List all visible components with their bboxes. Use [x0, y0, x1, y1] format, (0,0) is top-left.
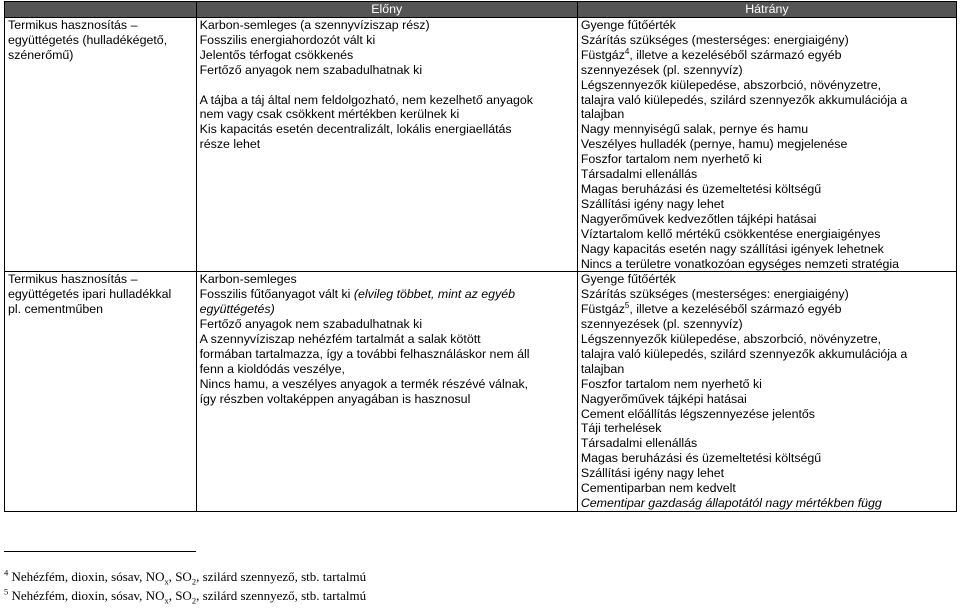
- header-cell-empty: [5, 2, 197, 18]
- footnote-subscript: 2: [191, 595, 197, 606]
- disadvantage-item: Magas beruházási és üzemeltetési költségű: [580, 451, 822, 466]
- row-label-line: pl. cementműben: [8, 302, 104, 317]
- disadvantage-item: Foszfor tartalom nem nyerhető ki: [580, 152, 762, 167]
- disadvantage-item: Nagyerőművek kedvezőtlen tájképi hatásai: [580, 211, 817, 226]
- disadvantage-item: szennyezések (pl. szennyvíz): [580, 317, 743, 332]
- advantage-item: Karbon-semleges: [199, 272, 297, 287]
- advantage-item: A szennyvíziszap nehézfém tartalmát a salak kötött: [199, 332, 481, 347]
- advantage-text: Fosszilis fűtőanyagot vált ki: [199, 287, 354, 302]
- disadvantage-item: Cementiparban nem kedvelt: [580, 481, 736, 496]
- disadvantage-item: Nincs a területre vonatkozóan egységes nemzeti stratégia: [580, 256, 900, 271]
- advantage-item: Jelentős térfogat csökkenés: [199, 47, 354, 62]
- footnote-text: Nehézfém, dioxin, sósav, NO: [11, 569, 165, 584]
- advantage-item: [200, 287, 574, 302]
- disadvantage-item: Szállítási igény nagy lehet: [580, 466, 725, 481]
- advantage-item: része lehet: [199, 137, 261, 152]
- disadvantage-item: talajra való kiülepedés, szilárd szennyezők akkumulációja a: [580, 92, 908, 107]
- fustgaz-text: Füstgáz: [580, 47, 625, 62]
- footnote-subscript: 2: [191, 576, 197, 587]
- advantage-item: Kis kapacitás esetén decentralizált, lokális energiaellátás: [199, 122, 512, 137]
- disadvantage-item: Nagy mennyiségű salak, pernye és hamu: [580, 122, 809, 137]
- advantage-item: Karbon-semleges (a szennyvíziszap rész): [199, 18, 430, 32]
- fustgaz-rest: , illetve a kezeléséből származó egyéb: [629, 47, 842, 62]
- disadvantage-item: Cement előállítás légszennyezése jelentős: [580, 406, 815, 421]
- footnote-number: 4: [4, 567, 9, 578]
- advantage-cell: [196, 18, 577, 272]
- row-label-cell: [5, 18, 197, 272]
- advantage-item: fenn a kioldódás veszélye,: [199, 361, 345, 376]
- row-label-line: együttégetés (hulladékégető,: [8, 32, 168, 47]
- footnote-subscript: x: [164, 576, 169, 587]
- disadvantage-item: talajban: [580, 361, 625, 376]
- disadvantage-item: talajra való kiülepedés, szilárd szennyezők akkumulációja a: [580, 346, 908, 361]
- disadvantage-item: Gyenge fűtőérték: [580, 18, 676, 32]
- header-row: [5, 2, 957, 18]
- advantage-item: A tájba a táj által nem feldolgozható, nem kezelhető anyagok: [199, 92, 534, 107]
- table-row: [5, 272, 957, 512]
- advantage-item: nem vagy csak csökkent mértékben kerülnek ki: [199, 107, 460, 122]
- row-label-line: Termikus hasznosítás –: [8, 272, 138, 287]
- footnote-number: 5: [4, 586, 9, 597]
- disadvantage-item: Magas beruházási és üzemeltetési költségű: [580, 181, 822, 196]
- disadvantage-item: Nagy kapacitás esetén nagy szállítási igények lehetnek: [580, 241, 884, 256]
- footnote-text: , SO: [168, 569, 192, 584]
- disadvantage-cell: [577, 18, 956, 272]
- disadvantage-cell: [577, 272, 956, 512]
- disadvantage-item: Társadalmi ellenállás: [580, 436, 698, 451]
- disadvantage-item: Foszfor tartalom nem nyerhető ki: [580, 376, 762, 391]
- disadvantage-item: Szállítási igény nagy lehet: [580, 196, 725, 211]
- advantage-item: Nincs hamu, a veszélyes anyagok a termék részévé válnak,: [199, 376, 529, 391]
- row-label-cell: [5, 272, 197, 512]
- disadvantage-item: [581, 48, 953, 63]
- header-cell-disadvantage: Hátrány: [577, 2, 956, 18]
- fustgaz-text: Füstgáz: [580, 302, 625, 317]
- advantage-item: formában tartalmazza, így a további felhasználáskor nem áll: [199, 346, 530, 361]
- footnote: [4, 587, 366, 606]
- footnote-text: , SO: [168, 587, 192, 603]
- disadvantage-note: Cementipar gazdaság állapotától nagy mértékben függ: [580, 496, 882, 510]
- footnote-text: , szilárd szennyező, stb. tartalmú: [196, 569, 367, 584]
- disadvantage-item: Légszennyezők kiülepedése, abszorbció, növényzetre,: [580, 77, 882, 92]
- advantage-item: Fosszilis energiahordozót vált ki: [199, 32, 376, 47]
- advantage-item: Fertőző anyagok nem szabadulhatnak ki: [199, 62, 423, 77]
- footnote-separator: [4, 551, 196, 552]
- disadvantage-item: [581, 302, 953, 317]
- fustgaz-rest: , illetve a kezeléséből származó egyéb: [629, 302, 842, 317]
- disadvantage-item: Gyenge fűtőérték: [580, 272, 676, 287]
- disadvantage-item: Szárítás szükséges (mesterséges: energiaigény): [580, 287, 849, 302]
- table-row: [5, 18, 957, 272]
- footnote-text: Nehézfém, dioxin, sósav, NO: [11, 587, 165, 603]
- footnote-ref: 5: [624, 301, 630, 311]
- disadvantage-item: Nagyerőművek tájképi hatásai: [580, 391, 747, 406]
- advantage-item: Fertőző anyagok nem szabadulhatnak ki: [199, 317, 423, 332]
- advantage-cell: [196, 272, 577, 512]
- disadvantage-item: Társadalmi ellenállás: [580, 167, 698, 182]
- disadvantage-item: szennyezések (pl. szennyvíz): [580, 62, 743, 77]
- footnote-ref: 4: [624, 46, 630, 56]
- row-label-line: szénerőmű): [8, 47, 74, 62]
- row-label-line: Termikus hasznosítás –: [8, 18, 138, 32]
- footnote-text: , szilárd szennyező, stb. tartalmú: [196, 587, 367, 603]
- disadvantage-item: Táji terhelések: [580, 421, 662, 436]
- comparison-table: [4, 1, 957, 512]
- disadvantage-item: Szárítás szükséges (mesterséges: energiaigény): [580, 32, 849, 47]
- disadvantage-item: talajban: [580, 107, 625, 122]
- footnote-subscript: x: [164, 595, 169, 606]
- disadvantage-item: Légszennyezők kiülepedése, abszorbció, növényzetre,: [580, 332, 882, 347]
- row-label-line: együttégetés ipari hulladékkal: [8, 287, 172, 302]
- advantage-note: együttégetés): [199, 302, 275, 317]
- footnote: [4, 568, 366, 587]
- advantage-item: így részben voltaképpen anyagában is hasznosul: [199, 391, 471, 406]
- advantage-note: (elvileg többet, mint az egyéb: [353, 287, 516, 302]
- disadvantage-item: Veszélyes hulladék (pernye, hamu) megjelenése: [580, 137, 848, 152]
- footnotes: [4, 568, 366, 605]
- disadvantage-item: Víztartalom kellő mértékű csökkentése energiaigényes: [580, 226, 881, 241]
- header-cell-advantage: Előny: [196, 2, 577, 18]
